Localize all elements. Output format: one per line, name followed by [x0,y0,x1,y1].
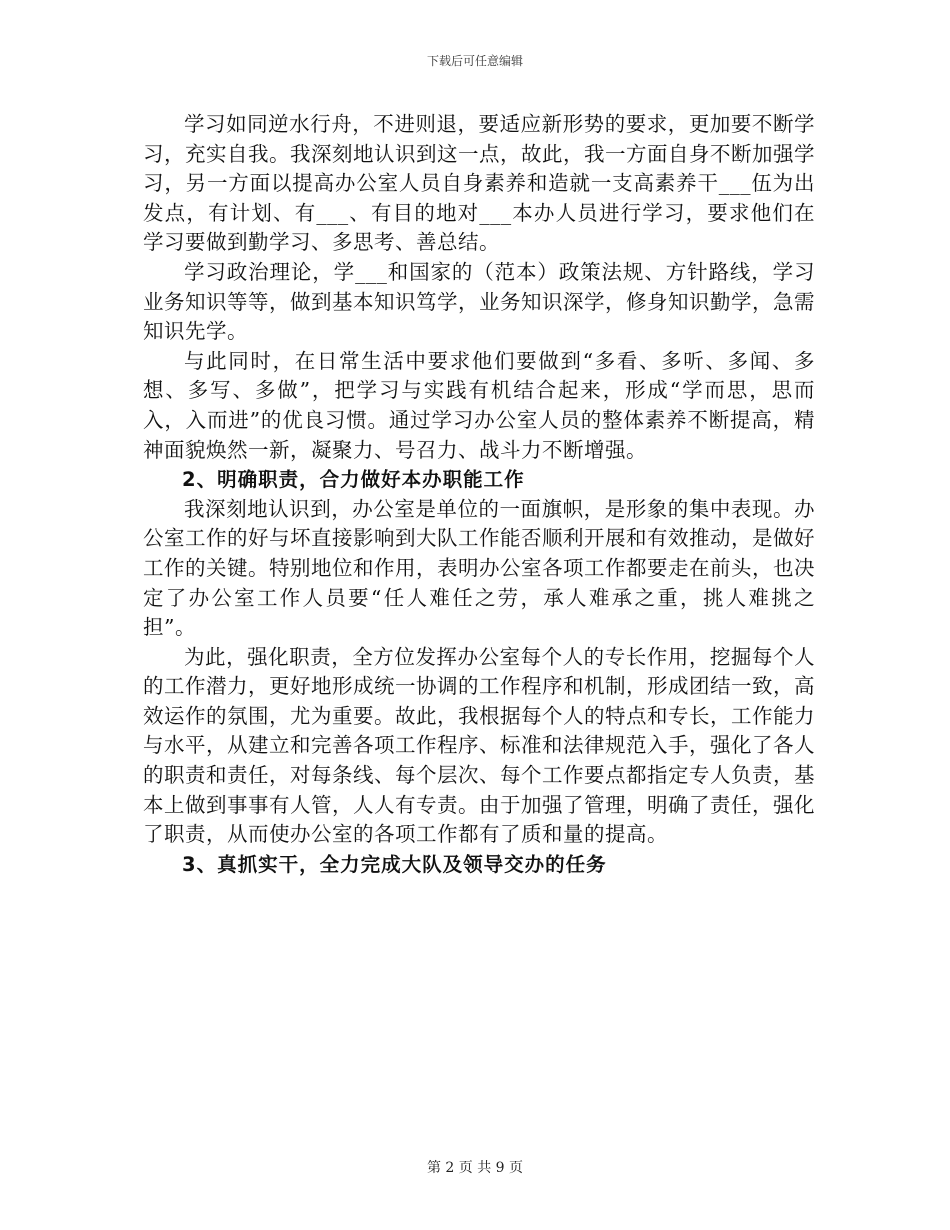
page-header-note: 下载后可任意编辑 [426,54,523,68]
document-body [143,110,815,879]
section-heading-2: 2、明确职责，合力做好本办职能工作 [182,468,525,492]
paragraph-office-role: 我深刻地认识到，办公室是单位的一面旗帜，是形象的集中表现。办公室工作的好与坏直接影响到大队工作能否顺利开展和有效推动，是做好工作的关键。特别地位和作用，表明办公室各项工作都要走在前头，也决定了办公室工作人员要“任人难任之劳，承人难承之重，挑人难挑之担”。 [143,496,815,640]
paragraph-political-theory: 学习政治理论，学___和国家的（范本）政策法规、方针路线，学习业务知识等等，做到基本知识笃学，业务知识深学，修身知识勤学，急需知识先学。 [143,259,815,344]
section-heading-3: 3、真抓实干，全力完成大队及领导交办的任务 [182,852,607,876]
page-number: 第 2 页 共 9 页 [426,1160,524,1176]
paragraph-study-attitude: 学习如同逆水行舟，不进则退，要适应新形势的要求，更加要不断学习，充实自我。我深刻地认识到这一点，故此，我一方面自身不断加强学习，另一方面以提高办公室人员自身素养和造就一支高素养干___伍为出发点，有计划、有___、有目的地对___本办人员进行学习，要求他们在学习要做到勤学习、多思考、善总结。 [143,112,815,255]
paragraph-responsibilities: 为此，强化职责，全方位发挥办公室每个人的专长作用，挖掘每个人的工作潜力，更好地形成统一协调的工作程序和机制，形成团结一致，高效运作的氛围，尤为重要。故此，我根据每个人的特点和专长，工作能力与水平，从建立和完善各项工作程序、标准和法律规范入手，强化了各人的职责和责任，对每条线、每个层次、每个工作要点都指定专人负责，基本上做到事事有人管，人人有专责。由于加强了管理，明确了责任，强化了职责，从而使办公室的各项工作都有了质和量的提高。 [143,644,815,847]
paragraph-practice: 与此同时，在日常生活中要求他们要做到“多看、多听、多闻、多想、多写、多做”，把学习与实践有机结合起来，形成“学而思，思而入，入而进”的优良习惯。通过学习办公室人员的整体素养不断提高，精神面貌焕然一新，凝聚力、号召力、战斗力不断增强。 [143,348,815,462]
